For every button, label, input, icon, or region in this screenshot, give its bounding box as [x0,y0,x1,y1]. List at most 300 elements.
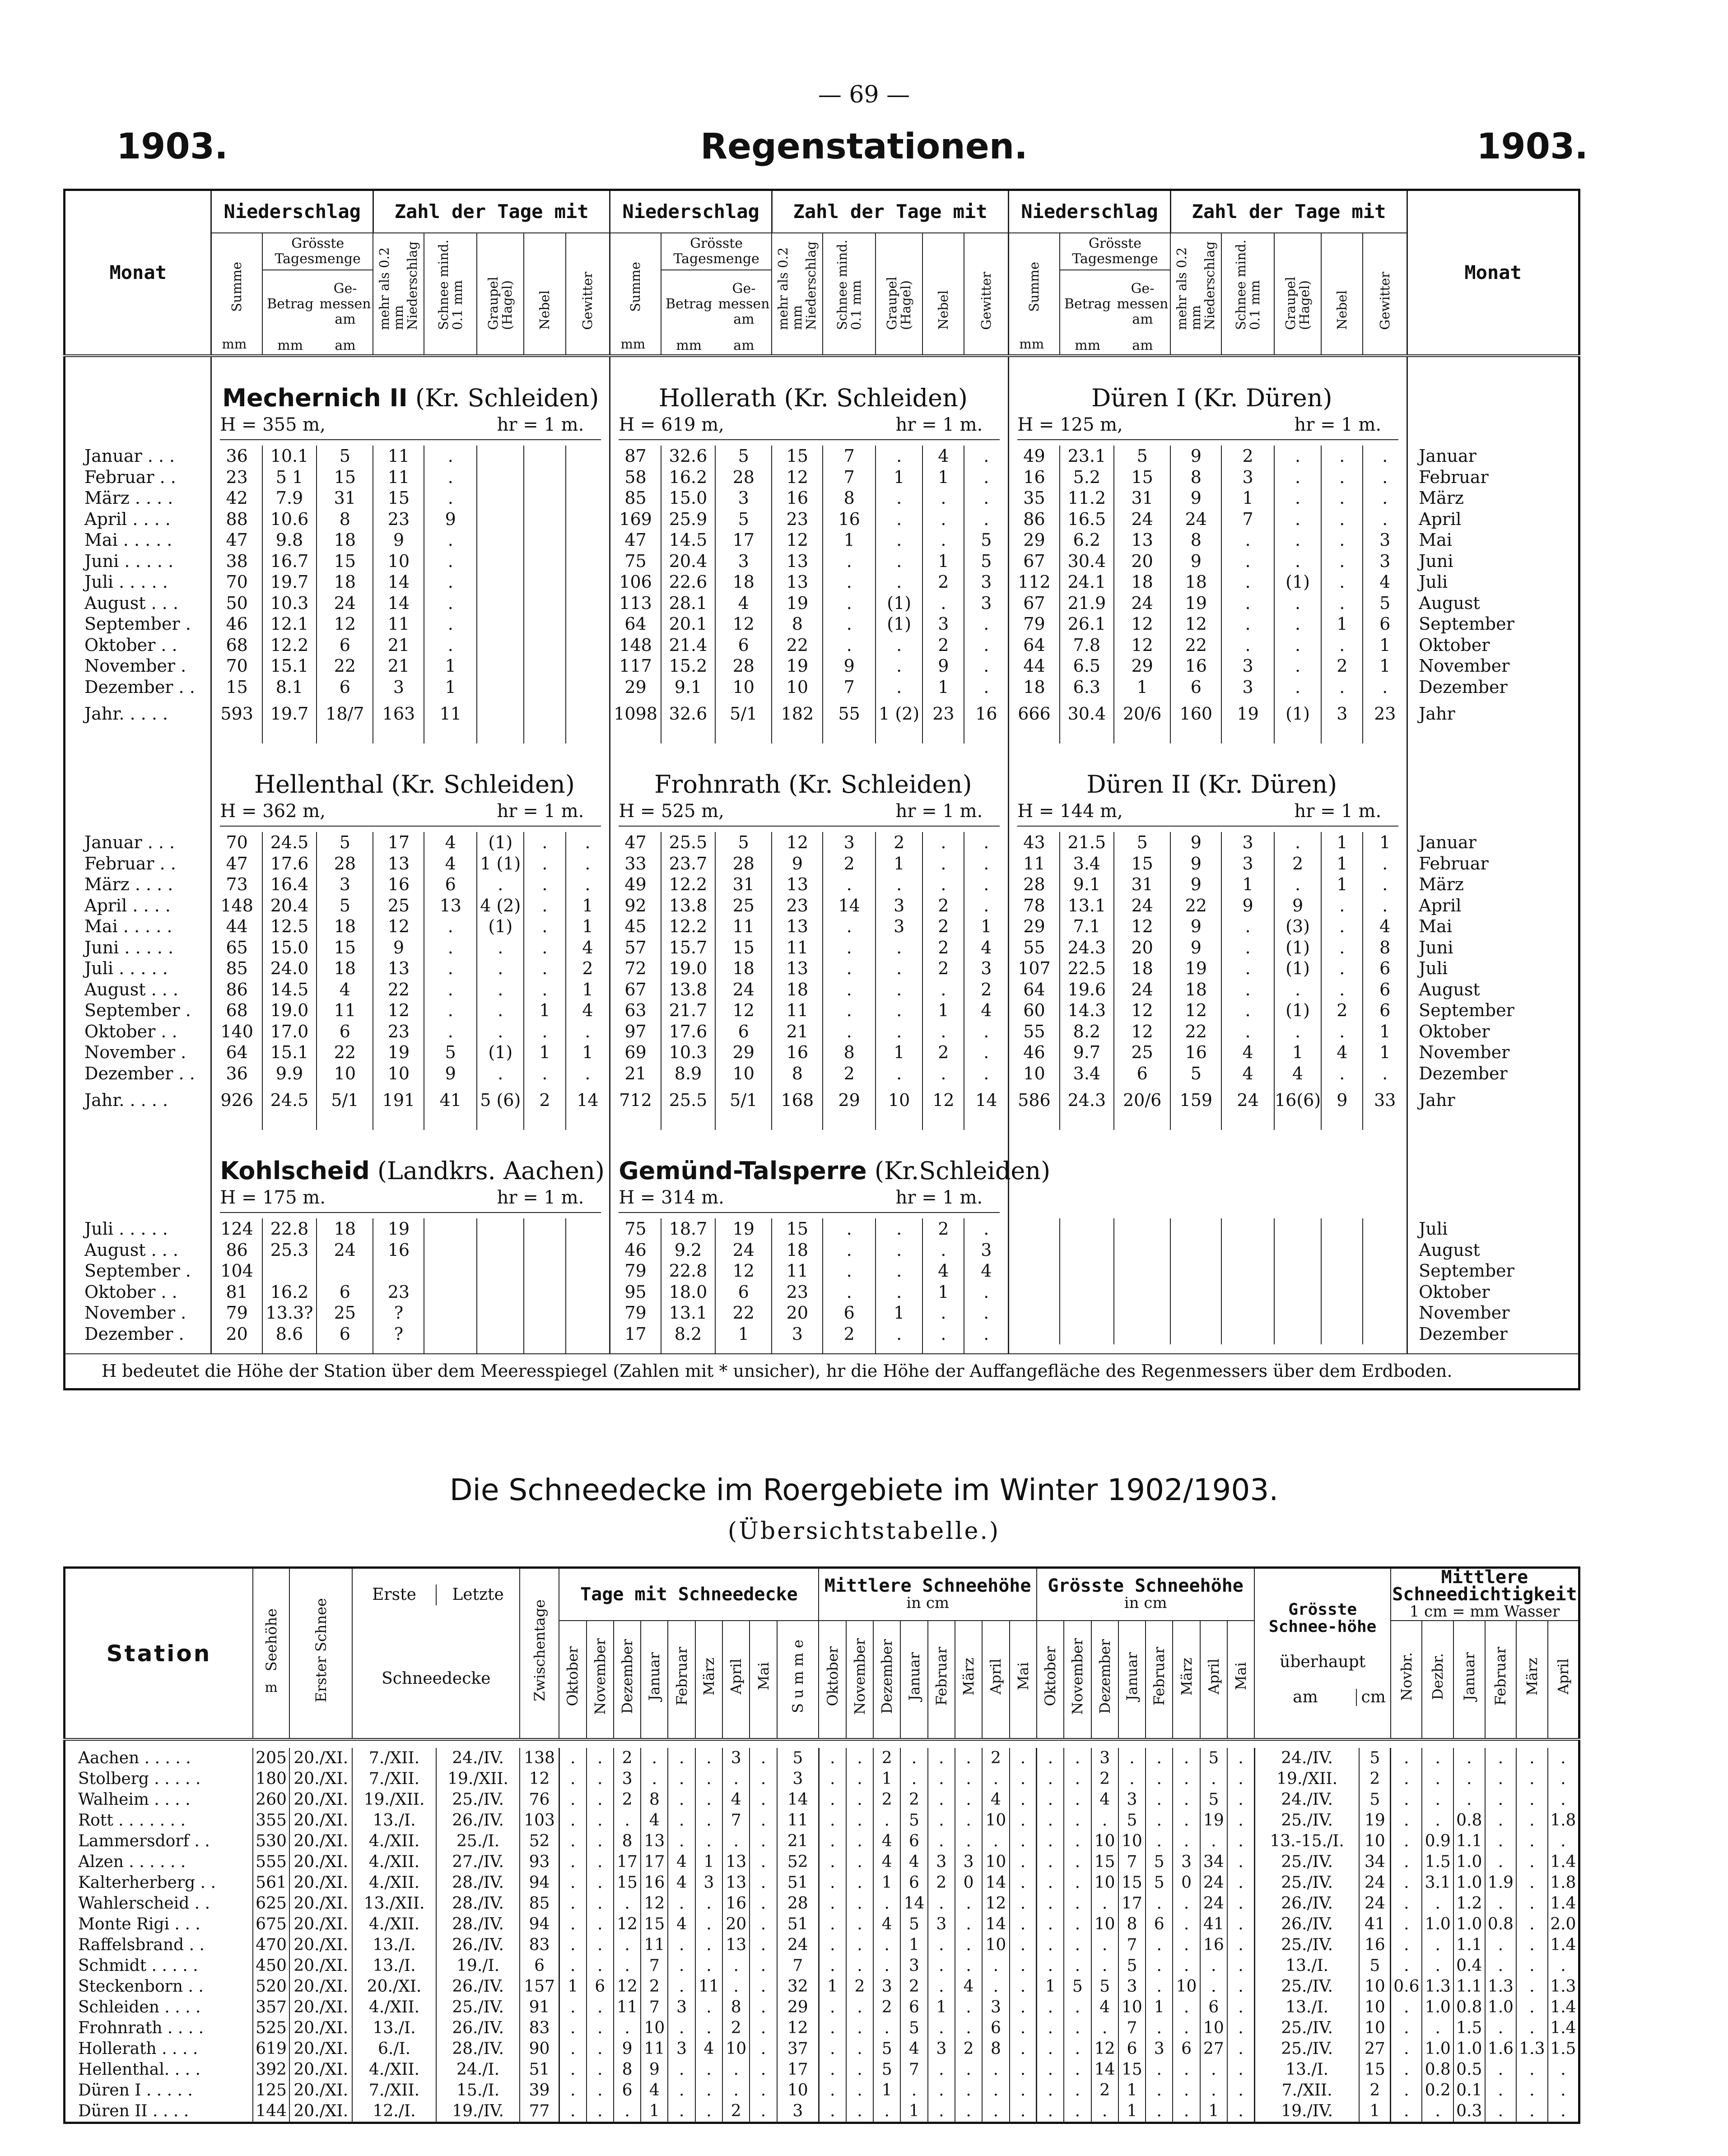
value [477,530,523,551]
mittlere-value: . [1010,1914,1037,1935]
value: 2 [1292,853,1304,874]
month-name-right: November [1419,656,1510,676]
groesste-value: . [1200,1956,1227,1976]
year-total [715,1084,772,1116]
dichte-value: 0.8 [1422,2059,1453,2080]
snow-row [65,1810,1579,1831]
dichte-value: . [1516,1893,1548,1914]
year-value: 163 [382,703,415,724]
summe-value: 51 [777,1914,819,1935]
dichte-value: . [1422,1893,1453,1914]
value: 9 [1190,832,1202,852]
groesste-value: 24 [1200,1893,1227,1914]
month-name: April . . . . [84,509,171,529]
value: 1 (1) [480,853,521,874]
value: 3 [339,874,350,894]
tage-value: . [668,1789,695,1810]
mittlere-value: 10 [982,1852,1009,1873]
value: . [896,937,902,957]
value [477,1260,523,1282]
value: 58 [624,467,647,487]
mittlere-value: . [1010,1893,1037,1914]
station-hr: hr = 1 m. [895,801,983,822]
dichte-value: . [1453,1748,1485,1769]
month-name: April . . . . [84,895,171,915]
value: . [941,853,946,874]
monthly-data-row [65,1218,1579,1344]
seehoehe: 470 [253,1935,289,1956]
schnee-header-label: Schnee mind. 0.1 mm [1233,239,1262,330]
m-unit: m [265,1680,278,1696]
value: . [1245,551,1251,571]
tage-value: . [559,1956,586,1976]
value: 21.9 [1067,593,1106,613]
value: 140 [220,1021,253,1041]
col-frohnrath-2 [715,832,772,1084]
value: . [1339,572,1345,592]
erste-schneedecke: 4./XII. [352,1997,436,2018]
value: 12 [334,614,356,634]
value: 7.1 [1073,916,1101,936]
value: 12 [1131,614,1153,634]
tage-value: 15 [641,1914,668,1935]
mittlere-value: . [846,2059,873,2080]
erster-schnee: 20./XI. [289,1748,352,1769]
groesste-am: 26./IV. [1254,1893,1359,1914]
erster-schnee: 20./XI. [289,1997,352,2018]
value: 8 [843,488,855,508]
value: 16.2 [270,1282,309,1302]
value: 23 [387,1021,410,1041]
col-kohlscheid-2 [317,1218,373,1344]
groesste-value: . [1173,2018,1200,2039]
am-unit: am [1293,1687,1318,1706]
col-kohlscheid-7 [566,1218,610,1344]
dichte-value: . [1391,1810,1422,1831]
year-total [610,1084,661,1116]
value: 15 [226,677,248,697]
empty-station [1009,1130,1407,1218]
value: 2 [1337,1000,1348,1020]
seehoehe: 205 [253,1748,289,1769]
gewitter-header [964,233,1008,356]
groesste-value: . [1146,2059,1173,2080]
value: 104 [220,1261,253,1281]
groesste-cm: 41 [1359,1914,1391,1935]
value: 44 [1023,656,1045,676]
am-cm-units [1255,1689,1390,1706]
station-h: H = 144 m, [1017,801,1123,822]
value: 9 [1190,488,1202,508]
dichte-value: 1.0 [1453,1914,1485,1935]
value: 47 [624,530,647,550]
dichte-value: 1.1 [1453,1831,1485,1852]
groesste-value: 24 [1200,1873,1227,1893]
summe-label: Summe [229,262,245,312]
tage-value: . [668,2080,695,2101]
value: . [1295,1021,1301,1041]
zwischentage: 51 [520,2059,559,2080]
month-label: April [1205,1658,1222,1695]
mittlere-value: . [1010,1748,1037,1769]
mittlere-value: . [928,1769,955,1789]
value: 18.7 [669,1219,708,1239]
col-frohnrath-4 [823,832,876,1084]
month-name-right: Februar [1419,853,1489,874]
groesste-value: . [1037,1935,1064,1956]
gewitter-header [566,233,610,356]
erster-schnee-label: Erster Schnee [312,1598,330,1703]
station-name [619,1156,1051,1186]
mittlere-value: . [955,1914,982,1935]
value [317,1260,373,1282]
value: 9.8 [275,530,303,550]
value: 6 [1190,677,1202,697]
groesste-value: . [1064,1914,1091,1935]
value: . [1339,467,1345,487]
value: . [1295,593,1301,613]
month-name-right: Oktober [1419,635,1490,655]
tage-value: . [614,2101,641,2123]
tage-value: 20 [722,1914,750,1935]
col-hellenthal-0 [211,832,262,1084]
value: 47 [226,853,248,874]
value: . [1339,488,1345,508]
col-hellenthal-2 [317,832,373,1084]
station-h: H = 125 m, [1017,414,1123,435]
value: 1 [1337,614,1348,634]
dichte-value: . [1548,1769,1579,1789]
dichte-value: . [1391,1852,1422,1873]
tage-value: 8 [641,1789,668,1810]
value: 65 [226,937,248,957]
groesste-value: . [1037,1748,1064,1769]
summe-value: 10 [777,2080,819,2101]
value: 5 [1379,593,1391,613]
value: 18.0 [669,1282,708,1302]
value: . [846,979,852,999]
tage-value: . [668,1831,695,1852]
month-name: Februar . . [84,853,176,874]
value: 3 [792,1324,803,1344]
groesste-value: 7 [1118,1852,1146,1873]
dichte-value: 1.0 [1422,1997,1453,2018]
month-name-right: März [1419,874,1464,894]
value: 3 [843,832,855,852]
value: 2 [938,1219,949,1239]
tage-value: . [587,1810,614,1831]
tage-value: . [695,1810,722,1831]
tage-value: . [587,1997,614,2018]
month-name: Januar . . . [84,832,175,852]
snow-row [65,1873,1579,1893]
year-value: 14 [577,1090,599,1110]
mittlere-value: . [900,2080,927,2101]
dichte-value: . [1391,1914,1422,1935]
year-label-right [1407,697,1579,730]
month-header [65,190,211,356]
dichte-value: . [1485,2080,1517,2101]
space [647,770,654,799]
value: . [1295,874,1301,894]
value: . [1382,895,1388,915]
groesste-value: . [1146,1748,1173,1769]
summe-value: 52 [777,1852,819,1873]
groesste-value: 10 [1118,1831,1146,1852]
mittlere-value: 5 [900,1810,927,1831]
value: 20 [226,1324,248,1344]
mittlere-value: 1 [900,2101,927,2123]
month-label: April [987,1658,1005,1695]
seehoehe: 355 [253,1810,289,1831]
value: 7 [843,677,855,697]
groesste-value: 15 [1118,1873,1146,1893]
col-gemuend-3 [772,1218,823,1344]
groesste-value: . [1173,1893,1200,1914]
value [524,613,565,635]
groesste-value: 3 [1146,2039,1173,2059]
groesste-value: 10 [1091,1873,1118,1893]
tage-value: 17 [614,1852,641,1873]
value: 20.4 [669,551,708,571]
col-mechernich-0 [211,446,262,697]
mittlere-value: . [1010,2039,1037,2059]
value: 18 [334,530,356,550]
value: 8.2 [1073,1021,1101,1041]
tage-value: . [750,2101,777,2123]
value: 1 [894,853,905,874]
col-kohlscheid-5 [477,1218,524,1344]
value: 19 [732,1219,755,1239]
value: . [447,937,453,957]
schneedecke-label: Schneedecke [382,1669,491,1688]
month-name-right: Juli [1419,572,1448,592]
dichte-value: . [1516,1873,1548,1893]
mittlere-value: . [819,1997,846,2018]
empty-col [1221,1218,1274,1344]
mittlere-value: . [955,1769,982,1789]
month-name: August . . . [84,593,178,613]
value: 3 [981,958,992,978]
mittlere-value: . [955,1810,982,1831]
erste-schneedecke: 4./XII. [352,1873,436,1893]
groesste-value: . [1146,2018,1173,2039]
tage-value: 10 [722,2039,750,2059]
groesste-value: . [1227,2101,1254,2123]
groesste-value: . [1091,2101,1118,2123]
value: 10 [387,551,410,571]
groesste-value: 6 [1200,1997,1227,2018]
value: . [896,874,902,894]
value: . [447,467,453,487]
erste-schneedecke: 13./I. [352,2018,436,2039]
year-value: 16(6) [1274,1090,1321,1110]
month-header [750,1621,777,1739]
mittlere-value: . [819,1810,846,1831]
month-name: Oktober . . [84,1021,177,1041]
month-header [1146,1621,1173,1739]
value: 1 [582,895,593,915]
mittlere-value: 3 [928,1852,955,1873]
station-header [65,1568,253,1740]
value: 4 [1242,1042,1253,1062]
year-row [65,1084,1579,1116]
tage-value: 4 [641,1810,668,1831]
value: . [498,979,503,999]
groesste-am: 19./XII. [1254,1769,1359,1789]
summe-value: 17 [777,2059,819,2080]
summe-value: 11 [777,1810,819,1831]
col-dueren2-4 [1221,832,1274,1084]
value: 3 [1242,853,1253,874]
value: 15.1 [270,1042,309,1062]
value: 1 [1379,1021,1391,1041]
groesste-value: . [1227,1748,1254,1769]
value [566,1218,610,1240]
am-unit: am [1132,338,1153,353]
dicht-month-header [1548,1621,1579,1739]
groesste-value: . [1118,1748,1146,1769]
month-name: Juli . . . . . [84,572,168,592]
year-total [823,1084,876,1116]
graupel-header [1274,233,1321,356]
year-value: 182 [781,703,814,724]
col-mechernich-6 [524,446,565,697]
dicht-month-label: März [1523,1657,1541,1696]
value: . [542,874,548,894]
col-kohlscheid-3 [373,1218,424,1344]
value: 13 [786,916,809,936]
value: 14 [387,593,410,613]
value: 13 [1131,530,1153,550]
year-value: 5/1 [331,1090,359,1110]
snow-row [65,1893,1579,1914]
year-value: 33 [1374,1090,1396,1110]
value: 124 [220,1219,253,1239]
mittlere-value: . [846,2018,873,2039]
erste-schneedecke: 4./XII. [352,1852,436,1873]
snow-table-subtitle: (Übersichtstabelle.) [727,1518,1001,1545]
tage-value: 2 [722,2018,750,2039]
tage-value: 13 [722,1873,750,1893]
groesste-value: . [1064,2059,1091,2080]
station-name [220,383,601,413]
schnee-header [1221,233,1274,356]
value: 15.7 [669,937,708,957]
value: . [542,916,548,936]
value [477,655,523,677]
value: (1) [1286,572,1310,592]
value: . [1295,530,1301,550]
erste-schneedecke: 4./XII. [352,2059,436,2080]
value: 88 [226,509,248,529]
groesste-cm: 10 [1359,1976,1391,1997]
tage-value: 12 [614,1976,641,1997]
value: 17 [624,1324,647,1344]
dichte-value: 3.1 [1422,1873,1453,1893]
value: 67 [1023,551,1045,571]
groesste-value: . [1227,2039,1254,2059]
col-kohlscheid-6 [524,1218,565,1344]
summe-value: 3 [777,2101,819,2123]
value: . [941,832,946,852]
mittlere-value: 3 [955,1852,982,1873]
value: 19 [1185,593,1207,613]
year-value: 18/7 [326,703,364,724]
year-value: (1) [1286,703,1310,724]
mittlere-value: . [1010,1831,1037,1852]
value: . [941,979,946,999]
value: . [896,1240,902,1260]
groesste-value: . [1146,1789,1173,1810]
space [1084,384,1091,412]
value: 15 [786,446,809,466]
tage-value: . [614,1935,641,1956]
mittlere-value: 0 [955,1873,982,1893]
value: . [1339,937,1345,957]
mittlere-value: . [982,1976,1009,1997]
month-name-right: Oktober [1419,1021,1490,1041]
groesste-value: 1 [1118,2080,1146,2101]
value: . [896,1282,902,1302]
value: 55 [1023,937,1045,957]
value: . [585,1063,591,1083]
value: 68 [226,635,248,655]
summe-label: Summe [1026,262,1042,312]
month-name: Juli . . . . . [84,1219,168,1239]
month-name-right: September [1419,1261,1514,1281]
station-hr: hr = 1 m. [1294,414,1382,435]
tage-value: 11 [614,1997,641,2018]
value: 11 [786,1000,809,1020]
value: 13.8 [669,895,708,915]
tage-value: . [695,2059,722,2080]
groesste-value: . [1173,2101,1200,2123]
snow-head-row-1 [65,1568,1579,1621]
mittlere-value: 14 [982,1873,1009,1893]
blank-month-cell [65,357,211,446]
seehoehe: 561 [253,1873,289,1893]
month-names [65,832,211,1084]
month-header [1010,1621,1037,1739]
month-name-right: November [1419,1042,1510,1062]
value: . [1245,1021,1251,1041]
value: 22 [732,1303,755,1323]
value: 1 [894,1042,905,1062]
value: 8 [1190,530,1202,550]
mittlere-value: . [928,2018,955,2039]
groesste-value: 1 [1118,2101,1146,2123]
dichte-value: . [1485,1748,1517,1769]
value: 63 [624,1000,647,1020]
month-name-right: Juni [1419,937,1453,957]
station-name: Frohnrath . . . . [78,2019,204,2037]
groesste-value: 5 [1064,1976,1091,1997]
value: 19 [786,656,809,676]
erster-schnee: 20./XI. [289,1873,352,1893]
erster-schnee: 20./XI. [289,1831,352,1852]
value: 23 [387,509,410,529]
groesste-am: 13./I. [1254,1956,1359,1976]
year-total [610,697,661,730]
dicht-month-label: April [1554,1658,1572,1695]
year-value: 1098 [614,703,657,724]
summe-value: 24 [777,1935,819,1956]
groesste-value: . [1227,2080,1254,2101]
mittlere-value: . [819,1956,846,1976]
value: 3 [1242,832,1253,852]
station-h: H = 619 m, [619,414,724,435]
